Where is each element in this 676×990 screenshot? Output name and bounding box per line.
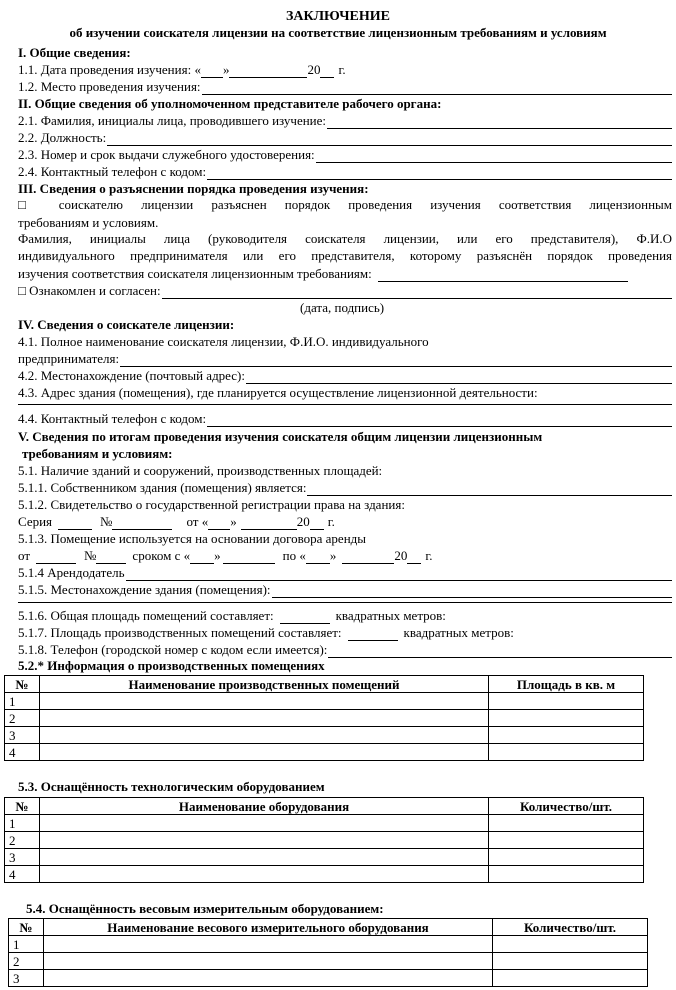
section-3-heading: III. Сведения о разъяснении порядка проведения изучения: [18, 181, 369, 196]
field-lease [18, 547, 672, 564]
blank-lease-date[interactable] [36, 551, 76, 564]
blank-number[interactable] [112, 517, 172, 530]
row-number: 3 [5, 849, 40, 866]
table-row [9, 953, 648, 970]
cell-equipment-name[interactable] [40, 849, 489, 866]
cell-area[interactable] [489, 727, 644, 744]
field-2-2 [18, 129, 672, 146]
table-row [5, 849, 644, 866]
blank-5-1-5[interactable] [272, 585, 672, 598]
col-area: Площадь в кв. м [489, 676, 644, 693]
blank-2-3[interactable] [316, 150, 672, 163]
field-agree [18, 282, 672, 299]
blank-4-4[interactable] [207, 414, 672, 427]
cell-quantity[interactable] [489, 849, 644, 866]
sign-hint: (дата, подпись) [300, 300, 385, 315]
document-title: ЗАКЛЮЧЕНИЕ [285, 9, 391, 24]
field-5-1: 5.1. Наличие зданий и сооружений, производственных площадей: [18, 463, 383, 478]
table-row [5, 727, 644, 744]
blank-end-day[interactable] [306, 551, 330, 564]
field-4-1b [18, 350, 672, 367]
year-prefix: 20 [394, 548, 408, 563]
year-suffix: г. [425, 548, 433, 563]
field-5-1-7 [18, 624, 672, 641]
year-suffix: г. [338, 62, 346, 77]
s3-paragraph-2a: Фамилия, инициалы лица (руководителя соискателя лицензии, или его представителя), Ф.И.О [18, 231, 672, 246]
field-5-1-8 [18, 641, 672, 658]
field-5-1-1 [18, 479, 672, 496]
field-4-1a: 4.1. Полное наименование соискателя лицензии, Ф.И.О. индивидуального [18, 334, 429, 349]
year-suffix: г. [327, 514, 335, 529]
field-2-1 [18, 112, 672, 129]
blank-series[interactable] [58, 517, 92, 530]
blank-day[interactable] [201, 65, 223, 78]
table-5-3-caption: 5.3. Оснащённость технологическим оборудованием [18, 779, 325, 794]
field-5-1-5 [18, 581, 672, 598]
label-term: сроком с « [132, 548, 191, 563]
cell-room-name[interactable] [40, 744, 489, 761]
label-5-1-4: 5.1.4 Арендодатель [18, 565, 125, 580]
quote-close: » [230, 514, 237, 529]
blank-term-day[interactable] [190, 551, 214, 564]
blank-s3-name[interactable] [378, 269, 628, 282]
cell-room-name[interactable] [40, 693, 489, 710]
blank-2-4[interactable] [207, 167, 672, 180]
blank-2-2[interactable] [107, 133, 672, 146]
label-5-1-7-unit: квадратных метров: [403, 625, 514, 640]
cell-equipment-name[interactable] [40, 815, 489, 832]
label-series: Серия [18, 514, 53, 529]
label-2-1: 2.1. Фамилия, инициалы лица, проводившего изучение: [18, 113, 327, 128]
row-number: 1 [5, 815, 40, 832]
label-s3-2c: изучения соответствия соискателя лицензионным требованиям: [18, 266, 372, 281]
table-row [5, 710, 644, 727]
year-prefix: 20 [307, 62, 321, 77]
table-row [5, 693, 644, 710]
table-row [9, 970, 648, 987]
col-number: № [5, 676, 40, 693]
blank-2-1[interactable] [327, 116, 672, 129]
cell-quantity[interactable] [493, 953, 648, 970]
table-5-2 [4, 675, 644, 761]
cell-quantity[interactable] [489, 815, 644, 832]
row-number: 4 [5, 866, 40, 883]
col-room-name: Наименование производственных помещений [40, 676, 489, 693]
field-2-4 [18, 163, 672, 180]
field-5-1-2: 5.1.2. Свидетельство о государственной регистрации права на здания: [18, 497, 405, 512]
blank-lease-number[interactable] [96, 551, 126, 564]
blank-year[interactable] [320, 65, 334, 78]
cell-room-name[interactable] [40, 710, 489, 727]
blank-1-2[interactable] [202, 82, 672, 95]
row-number: 2 [5, 832, 40, 849]
label-4-2: 4.2. Местонахождение (почтовый адрес): [18, 368, 245, 383]
cell-equipment-name[interactable] [40, 832, 489, 849]
blank-4-3[interactable] [18, 404, 672, 405]
blank-4-2[interactable] [246, 371, 672, 384]
blank-month[interactable] [229, 65, 307, 78]
cell-room-name[interactable] [40, 727, 489, 744]
table-row [5, 866, 644, 883]
row-number: 2 [9, 953, 44, 970]
label-2-3: 2.3. Номер и срок выдачи служебного удостоверения: [18, 147, 315, 162]
blank-agree[interactable] [162, 286, 672, 299]
s3-paragraph-2c [18, 265, 672, 282]
blank-5-1-4[interactable] [126, 568, 672, 581]
label-lease-number: № [84, 548, 97, 563]
label-1-2: 1.2. Место проведения изучения: [18, 79, 201, 94]
quote-close: » [214, 548, 221, 563]
col-quantity: Количество/шт. [489, 798, 644, 815]
section-5-heading-1: V. Сведения по итогам проведения изучения соискателя общим лицензии лицензионным [18, 429, 543, 444]
field-4-2 [18, 367, 672, 384]
field-2-3 [18, 146, 672, 163]
col-number: № [9, 919, 44, 936]
field-5-1-3: 5.1.3. Помещение используется на основании договора аренды [18, 531, 367, 546]
s3-paragraph-1a: □ соискателю лицензии разъяснен порядок проведения изучения соответствия лицензионным [18, 197, 672, 212]
cell-area[interactable] [489, 744, 644, 761]
row-number: 1 [5, 693, 40, 710]
col-equipment-name: Наименование оборудования [40, 798, 489, 815]
label-5-1-6-unit: квадратных метров: [335, 608, 446, 623]
label-2-2: 2.2. Должность: [18, 130, 107, 145]
field-4-4 [18, 410, 672, 427]
label-number: № [100, 514, 113, 529]
label-2-4: 2.4. Контактный телефон с кодом: [18, 164, 207, 179]
table-row [5, 832, 644, 849]
blank-term-month[interactable] [223, 551, 275, 564]
label-agree: □ Ознакомлен и согласен: [18, 283, 161, 298]
year-prefix: 20 [296, 514, 310, 529]
blank-end-month[interactable] [342, 551, 394, 564]
s3-paragraph-1b: требованиям и условиям. [18, 215, 159, 230]
cell-area[interactable] [489, 693, 644, 710]
label-4-1b: предпринимателя: [18, 351, 120, 366]
blank-cert-year[interactable] [310, 517, 324, 530]
section-2-heading: II. Общие сведения об уполномоченном представителе рабочего органа: [18, 96, 442, 111]
label-4-4: 4.4. Контактный телефон с кодом: [18, 411, 207, 426]
field-1-1-date [18, 61, 672, 78]
row-number: 1 [9, 936, 44, 953]
cell-scale-name[interactable] [44, 953, 493, 970]
field-1-2-place [18, 78, 672, 95]
table-row [5, 744, 644, 761]
table-5-4 [8, 918, 648, 987]
cell-equipment-name[interactable] [40, 866, 489, 883]
blank-end-year[interactable] [407, 551, 421, 564]
table-row [9, 936, 648, 953]
table-5-3 [4, 797, 644, 883]
blank-5-1-5b[interactable] [18, 602, 672, 603]
table-5-2-caption: 5.2.* Информация о производственных помещениях [18, 658, 325, 673]
document-subtitle: об изучении соискателя лицензии на соответствие лицензионным требованиям и условиям [69, 25, 607, 40]
section-4-heading: IV. Сведения о соискателе лицензии: [18, 317, 235, 332]
field-5-1-6 [18, 607, 672, 624]
row-number: 2 [5, 710, 40, 727]
section-5-heading-2: требованиям и условиям: [22, 446, 173, 461]
section-1-heading: I. Общие сведения: [18, 45, 131, 60]
col-scale-name: Наименование весового измерительного оборудования [44, 919, 493, 936]
cell-quantity[interactable] [489, 866, 644, 883]
field-5-1-4 [18, 564, 672, 581]
blank-cert-day[interactable] [208, 517, 230, 530]
field-4-3: 4.3. Адрес здания (помещения), где планируется осуществление лицензионной деятельности: [18, 385, 538, 400]
label-5-1-7: 5.1.7. Площадь производственных помещений составляет: [18, 625, 342, 640]
cell-quantity[interactable] [493, 970, 648, 987]
label-5-1-8: 5.1.8. Телефон (городской номер с кодом если имеется): [18, 642, 328, 657]
label-1-1: 1.1. Дата проведения изучения: « [18, 62, 201, 77]
blank-5-1-1[interactable] [307, 483, 672, 496]
cell-scale-name[interactable] [44, 970, 493, 987]
row-number: 3 [5, 727, 40, 744]
quote-close: » [222, 62, 230, 77]
label-5-1-5: 5.1.5. Местонахождение здания (помещения): [18, 582, 271, 597]
row-number: 3 [9, 970, 44, 987]
col-number: № [5, 798, 40, 815]
row-number: 4 [5, 744, 40, 761]
label-5-1-6: 5.1.6. Общая площадь помещений составляет: [18, 608, 274, 623]
cell-scale-name[interactable] [44, 936, 493, 953]
s3-paragraph-2b: индивидуального предпринимателя или его представителя, которому разъяснён порядок проведения [18, 248, 672, 263]
blank-4-1[interactable] [120, 354, 672, 367]
cell-area[interactable] [489, 710, 644, 727]
blank-cert-month[interactable] [241, 517, 297, 530]
table-5-4-caption: 5.4. Оснащённость весовым измерительным оборудованием: [26, 901, 384, 916]
cell-quantity[interactable] [493, 936, 648, 953]
label-from: от « [186, 514, 209, 529]
blank-5-1-7[interactable] [348, 628, 398, 641]
label-5-1-1: 5.1.1. Собственником здания (помещения) является: [18, 480, 307, 495]
quote-close: » [329, 548, 337, 563]
label-po: по « [282, 548, 306, 563]
blank-5-1-6[interactable] [280, 611, 330, 624]
table-row [5, 815, 644, 832]
field-certificate [18, 513, 672, 530]
col-quantity: Количество/шт. [493, 919, 648, 936]
cell-quantity[interactable] [489, 832, 644, 849]
label-ot: от [18, 548, 31, 563]
